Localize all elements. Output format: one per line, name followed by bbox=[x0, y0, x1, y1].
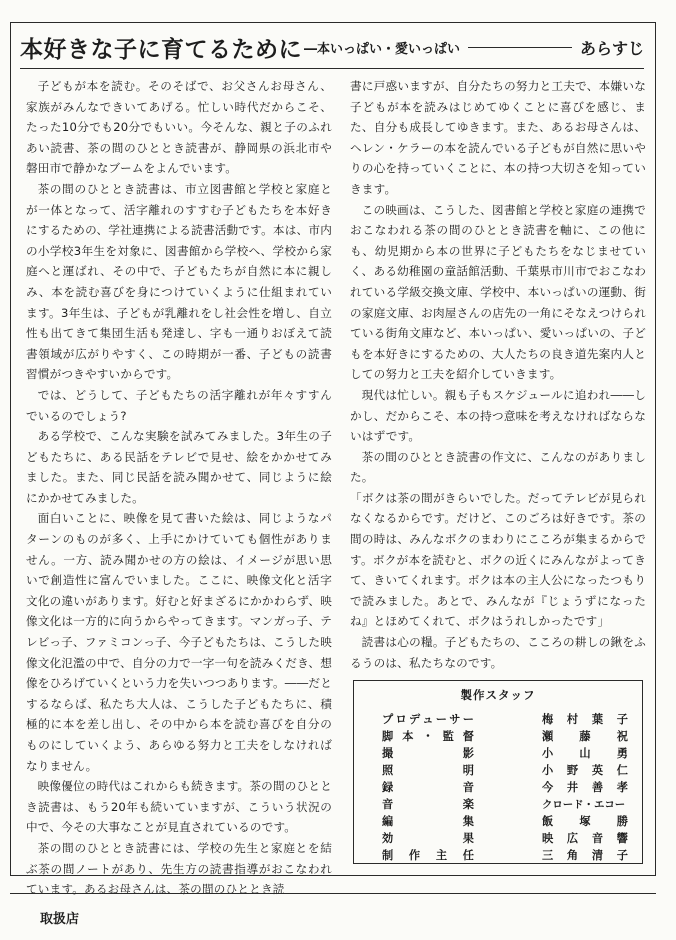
staff-role: 音楽 bbox=[382, 798, 474, 811]
staff-role: 照明 bbox=[382, 764, 474, 777]
dealer-label: 取扱店 bbox=[40, 912, 80, 927]
paragraph: この映画は、こうした、図書館と学校と家庭の連携でおこなわれる茶の間のひととき読書を軸に、この他にも、幼児期から本の世界に子どもたちをなじませていく、ある幼稚園の童話館活動、千葉県市川市でおこなわれている学級交換文庫、学校中、本いっぱいの運動、街の家庭文庫、お肉屋さんの店先の一角にそなえつけられている街角文庫など、本いっぱい、愛いっぱいの、子どもを本好きにするための、大人たちの良き道先案内人としての努力と工夫を紹介していきます。 bbox=[350, 202, 646, 382]
staff-name: 飯塚勝 bbox=[542, 815, 628, 828]
staff-role: プロデューサー bbox=[382, 713, 474, 726]
paragraph: 子どもが本を読む。そのそばで、お父さんお母さん、家族がみんなできいてあげる。忙しい時代だからこそ、たった10分でも20分でもいい。今そんな、親と子のふれあい読書、茶の間のひととき読書が、静岡県の浜北市や磐田市で静かなブームをよんでいます。 bbox=[26, 79, 332, 176]
paragraph: 茶の間のひととき読書の作文に、こんなのがありました。 bbox=[350, 449, 646, 485]
title-rule bbox=[468, 47, 572, 48]
staff-role: 制作主任 bbox=[382, 849, 474, 862]
staff-name: 瀬藤祝 bbox=[542, 730, 628, 743]
left-column bbox=[26, 76, 332, 900]
staff-name: 小山勇 bbox=[542, 747, 628, 760]
staff-row bbox=[382, 796, 628, 812]
essay-quote: 「ボクは茶の間がきらいでした。だってテレビが見られなくなるからです。だけど、このごろは好きです。茶の間の時は、みんなボクのまわりにこころが集まるからです。ボクが本を読むと、ボクの近くにみんながよってきて、きいてくれます。ボクは本の主人公になったつもりで読みました。あとで、みんなが『じょうずになったね』とほめてくれて、ボクはうれしかったです」 bbox=[350, 490, 646, 629]
staff-role: 録音 bbox=[382, 781, 474, 794]
paragraph: 映像優位の時代はこれからも続きます。茶の間のひととき読書は、もう20年も続いていますが、こういう状況の中で、今その大事なことが見直されているのです。 bbox=[26, 779, 332, 835]
staff-row bbox=[382, 847, 628, 863]
page-title: 本好きな子に育てるために bbox=[20, 36, 302, 63]
staff-name: 小野英仁 bbox=[542, 764, 628, 777]
page-subtitle: ―本いっぱい・愛いっぱい bbox=[304, 41, 461, 57]
staff-row bbox=[382, 762, 628, 778]
staff-row bbox=[382, 745, 628, 761]
staff-row bbox=[382, 779, 628, 795]
staff-name: 三角清子 bbox=[542, 849, 628, 862]
staff-name: 梅村葉子 bbox=[542, 713, 628, 726]
staff-title: 製作スタッフ bbox=[460, 688, 536, 702]
staff-name: クロード・エコー bbox=[542, 799, 626, 811]
paragraph: ある学校で、こんな実験を試みてみました。3年生の子どもたちに、ある民話をテレビで見せ、絵をかかせてみました。また、同じ民話を読み聞かせて、同じように絵にかかせてみました。 bbox=[26, 429, 332, 505]
paragraph: 茶の間のひととき読書には、学校の先生と家庭とを結ぶ茶の間ノートがあり、先生方の読書指導がおこなわれています。あるお母さんは、茶の間のひととき読 bbox=[26, 840, 332, 897]
paragraph: 茶の間のひととき読書は、市立図書館と学校と家庭とが一体となって、活字離れのすすむ子どもたちを本好きにするための、学社連携による読書活動です。本は、市内の小学校3年生を対象に、図書館から学校へ、学校から家庭へと運ばれ、その中で、子どもたちが自然に本に親しみ、本を読む喜びを身につけていくように仕組まれています。3年生は、子どもが乳離れをし社会性を増し、自立性も出てきて集団生活も発達し、字も一通りおぼえて読書領域が広がりやすく、この時期が一番、子どもの読書習慣がつきやすいからです。 bbox=[26, 181, 332, 382]
subtitle-text: 本いっぱい・愛いっぱい bbox=[317, 41, 461, 57]
staff-role: 撮影 bbox=[382, 747, 474, 760]
staff-row bbox=[382, 830, 628, 846]
staff-box bbox=[353, 680, 643, 864]
paragraph: 読書は心の糧。子どもたちの、こころの耕しの鍬をふるうのは、私たちなのです。 bbox=[350, 635, 646, 670]
right-column bbox=[350, 76, 646, 673]
section-label: あらすじ bbox=[579, 38, 644, 58]
staff-row bbox=[382, 813, 628, 829]
page-header bbox=[20, 30, 644, 64]
footer-divider bbox=[10, 893, 656, 894]
paragraph: では、どうして、子どもたちの活字離れが年々すすんでいるのでしょう? bbox=[26, 387, 332, 423]
paragraph: 書に戸惑いますが、自分たちの努力と工夫で、本嫌いな子どもが本を読みはじめてゆくことに喜びを感じ、また、自分も成長してゆきます。また、あるお母さんは、ヘレン・ケラーの本を読んでいる子どもが自然に思いやりの心を持っていくことに、本の持つ大切さを知っていきます。 bbox=[350, 79, 646, 196]
paragraph: 面白いことに、映像を見て書いた絵は、同じようなパターンのものが多く、上手にかけていても個性がありません。一方、読み聞かせの方の絵は、イメージが思い思いで創造性に富んでいました。ここに、映像文化と活字文化の違いがあります。好むと好まざるにかかわらず、映像文化は一方的に向うからやってきます。マンガっ子、テレビっ子、ファミコンっ子、今子どもたちは、こうした映像文化氾濫の中で、自分の力で一字一句を読みくだき、想像をひろげていくという力を失いつつあります。――だとするならば、私たち大人は、こうした子どもたちに、積極的に本を差し出し、その中から本を読む喜びを自分のものにしていくよう、あらゆる努力と工夫をしなければなりません。 bbox=[26, 511, 332, 773]
staff-role: 効果 bbox=[382, 832, 474, 845]
header-divider bbox=[20, 68, 644, 69]
paragraph: 現代は忙しい。親も子もスケジュールに追われ――しかし、だからこそ、本の持つ意味を考えなければならないはずです。 bbox=[350, 387, 646, 444]
staff-row bbox=[382, 728, 628, 744]
staff-name: 今井善孝 bbox=[542, 781, 628, 794]
staff-name: 映広音響 bbox=[542, 832, 628, 845]
staff-role: 編集 bbox=[382, 815, 474, 828]
staff-row bbox=[382, 711, 628, 727]
staff-role: 脚本・監督 bbox=[382, 730, 474, 743]
